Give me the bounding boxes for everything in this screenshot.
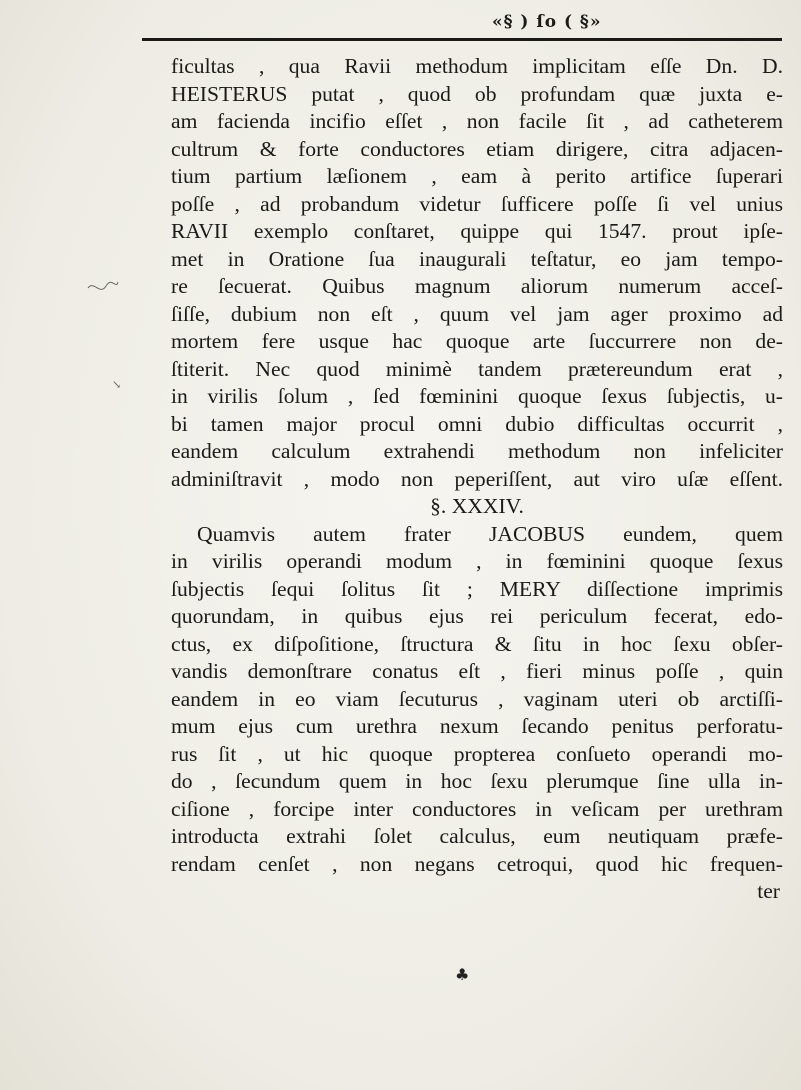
text-line: adminiſtravit , modo non peperiſſent, aut viro uſæ eſſent.: [171, 466, 783, 491]
text-line: re ſecuerat. Quibus magnum aliorum numerum acceſ-: [171, 274, 783, 298]
text-line: rendam cenſet , non negans cetroqui, quod hic frequen-: [171, 851, 783, 876]
fleuron-ornament-icon: ♣: [455, 965, 470, 984]
text-line: poſſe , ad probandum videtur ſufficere poſſe ſi vel unius: [171, 191, 783, 216]
text-line: do , ſecundum quem in hoc ſexu plerumque ſine ulla in-: [171, 769, 783, 793]
text-line: ſiſſe, dubium non eſt , quum vel jam ager proximo ad: [171, 301, 783, 326]
latin-text-block: [171, 53, 783, 906]
text-line: HEISTERUS putat , quod ob profundam quæ juxta e-: [171, 81, 783, 106]
text-line: ſubjectis ſequi ſolitus ſit ; MERY diſſectione imprimis: [171, 576, 783, 601]
text-line: rus ſit , ut hic quoque propterea conſueto operandi mo-: [171, 741, 783, 766]
margin-ink-mark: [86, 278, 120, 298]
text-line: bi tamen major procul omni dubio difficultas occurrit ,: [171, 411, 783, 436]
text-line: tium partium læſionem , eam à perito artifice ſuperari: [171, 164, 783, 188]
text-line: ſtiterit. Nec quod minimè tandem prætereundum erat ,: [171, 356, 783, 381]
catchword: ter: [757, 879, 780, 903]
text-line: Quamvis autem frater JACOBUS eundem, quem: [197, 521, 783, 546]
text-line: mum ejus cum urethra nexum ſecando penitus perforatu-: [171, 714, 783, 738]
text-line: ficultas , qua Ravii methodum implicitam eſſe Dn. D.: [171, 54, 783, 78]
text-line: mortem fere usque hac quoque arte ſuccurrere non de-: [171, 329, 783, 353]
text-line: eandem in eo viam ſecuturus , vaginam uteri ob arctiſſi-: [171, 686, 783, 711]
section-heading: §. XXXIV.: [430, 494, 524, 518]
header-signature: «§ ) ſo ( §»: [492, 12, 602, 32]
margin-tick-icon: ↘: [112, 378, 122, 391]
text-line: quorundam, in quibus ejus rei periculum fecerat, edo-: [171, 604, 783, 628]
text-line: in virilis operandi modum , in fœminini quoque ſexus: [171, 549, 783, 573]
text-line: vandis demonſtrare conatus eſt , fieri minus poſſe , quin: [171, 659, 783, 683]
text-line: met in Oratione ſua inaugurali teſtatur, eo jam tempo-: [171, 246, 783, 271]
text-line: RAVII exemplo conſtaret, quippe qui 1547. prout ipſe-: [171, 219, 783, 243]
text-line: ciſione , forcipe inter conductores in veſicam per urethram: [171, 796, 783, 821]
text-line: am facienda incifio eſſet , non facile ſit , ad catheterem: [171, 109, 783, 133]
text-line: cultrum & forte conductores etiam dirigere, citra adjacen-: [171, 136, 783, 161]
header-rule: [142, 38, 782, 41]
running-header: [142, 8, 782, 38]
text-line: in virilis ſolum , ſed fœminini quoque ſexus ſubjectis, u-: [171, 384, 783, 408]
text-line: introducta extrahi ſolet calculus, eum neutiquam præfe-: [171, 824, 783, 848]
text-line: eandem calculum extrahendi methodum non infeliciter: [171, 439, 783, 463]
text-line: ctus, ex diſpoſitione, ſtructura & ſitu in hoc ſexu obſer-: [171, 631, 783, 656]
